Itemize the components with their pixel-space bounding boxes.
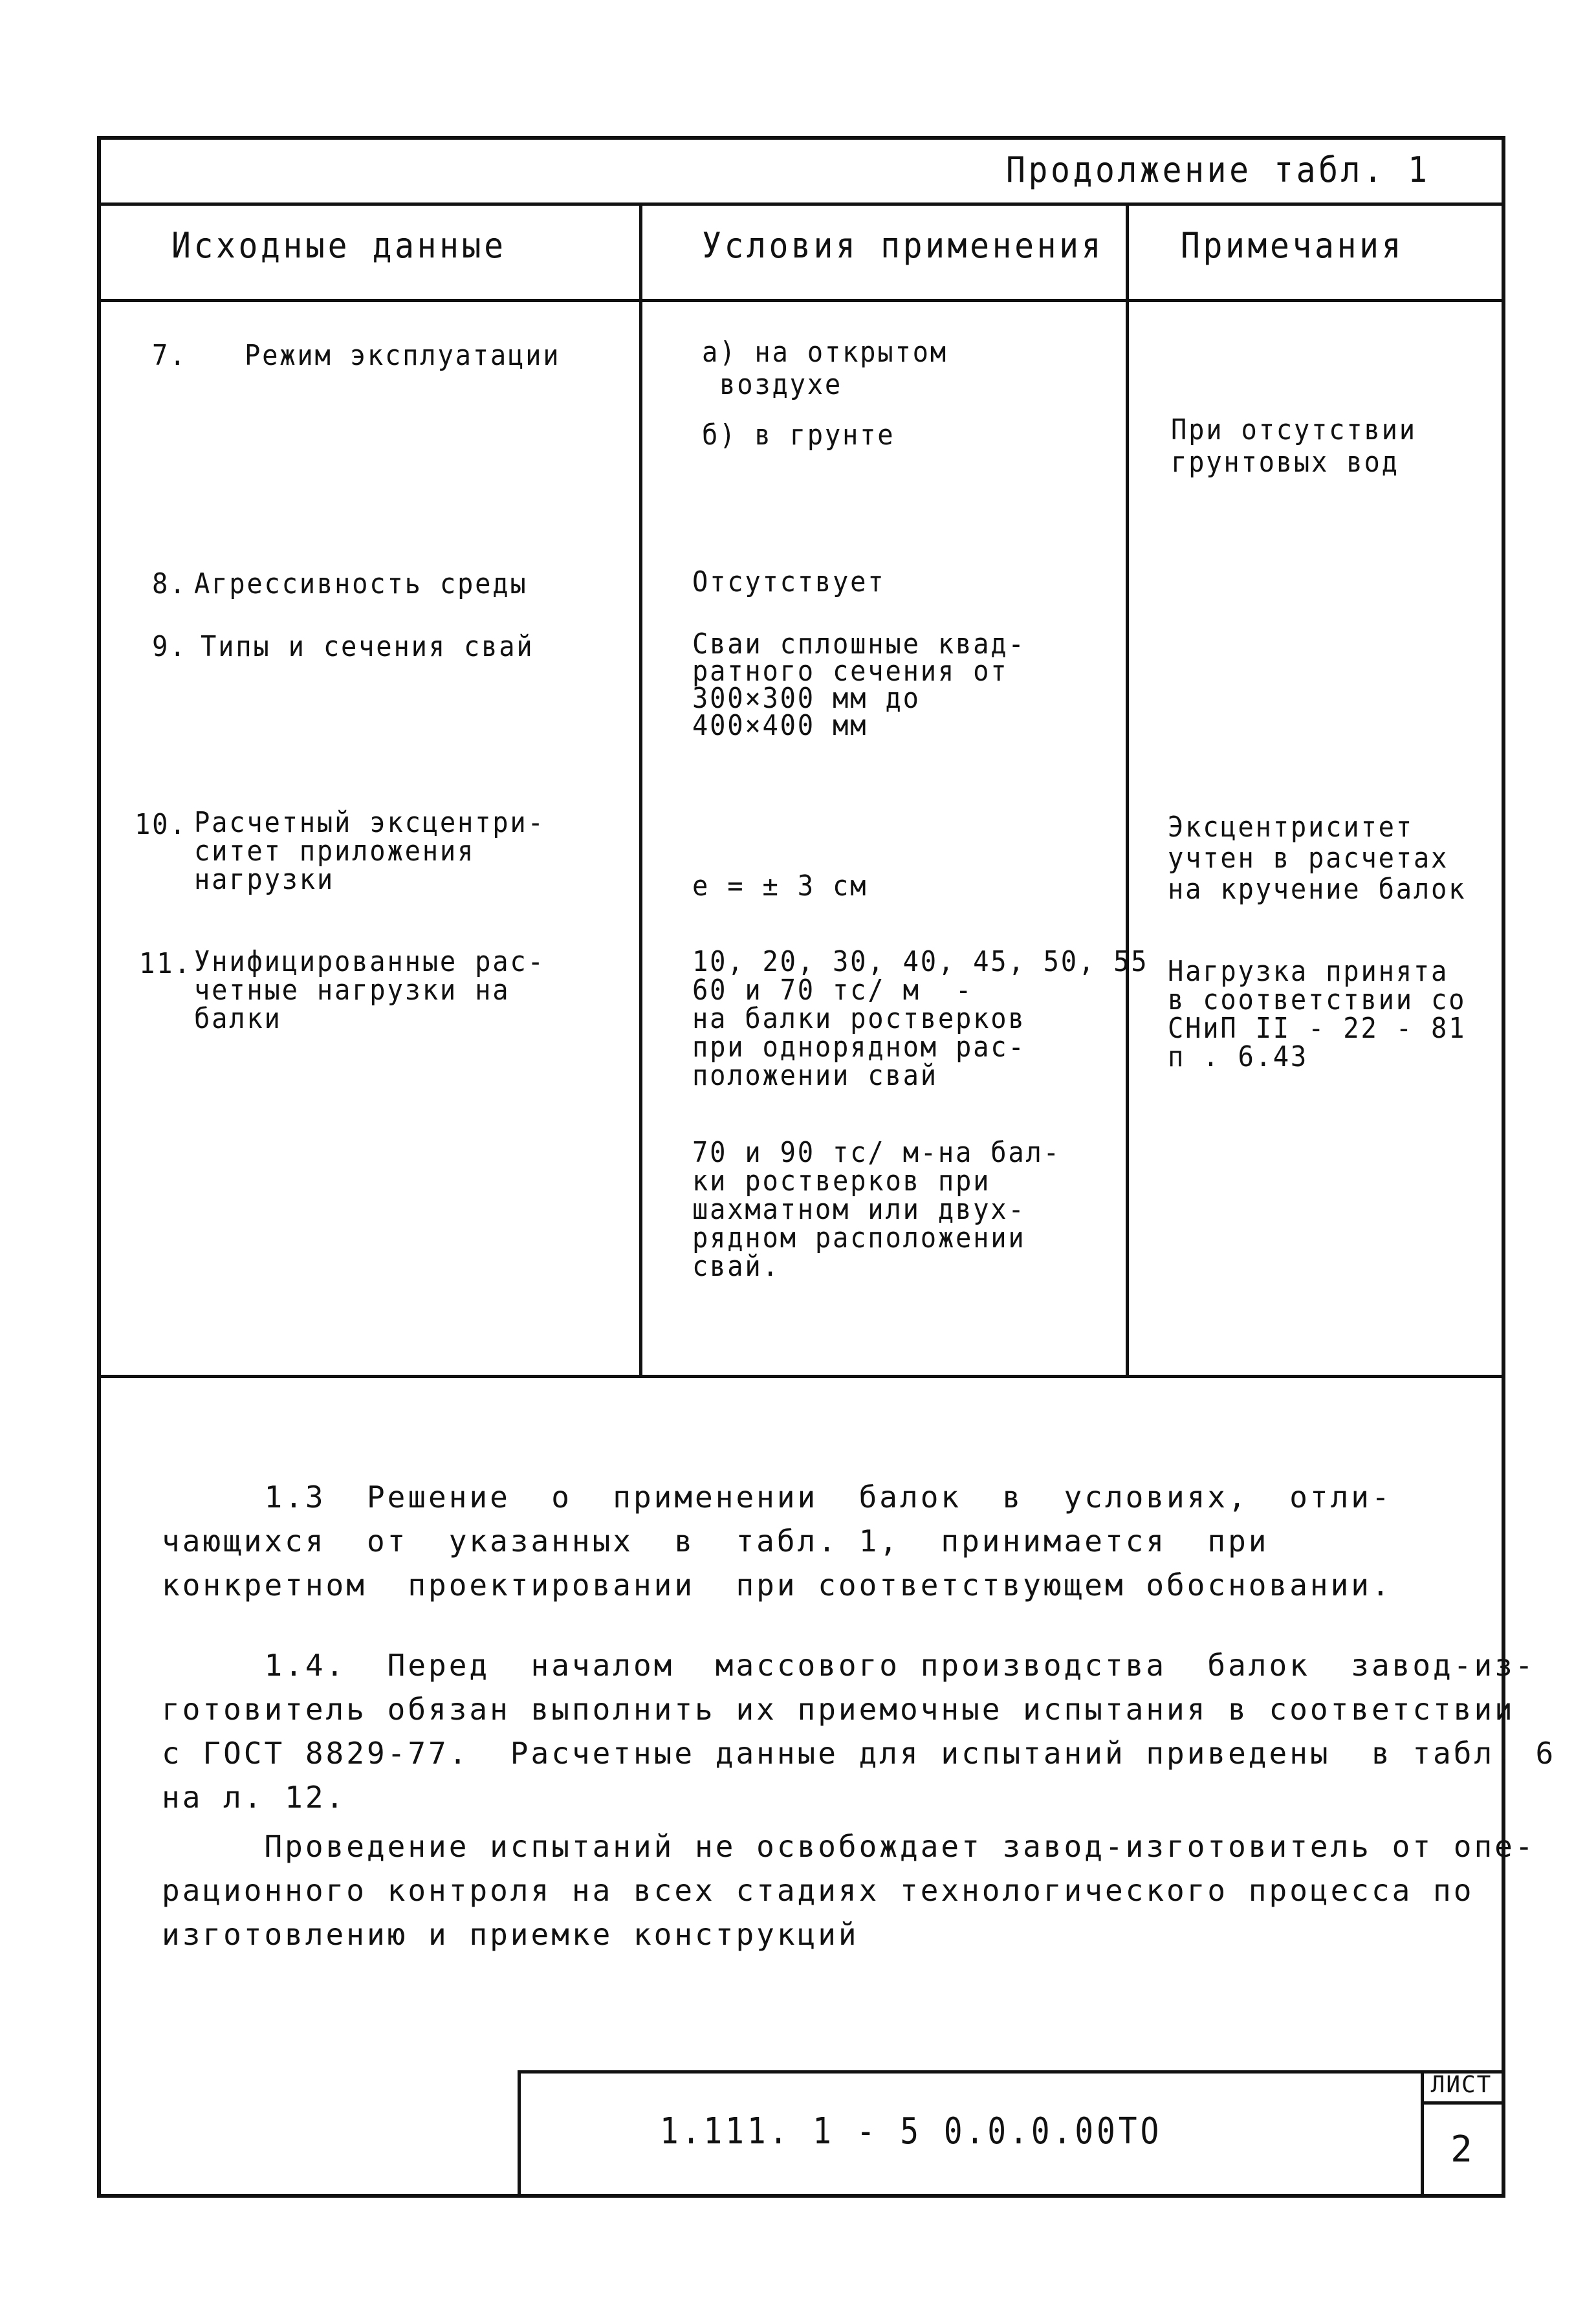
table-line-bottom	[97, 1375, 1505, 1378]
row-10-note: Эксцентриситет учтен в расчетах на кручение балок	[1168, 811, 1467, 906]
sheet-label: ЛИСТ	[1430, 2072, 1492, 2098]
row-9-label: Типы и сечения свай	[201, 630, 534, 663]
row-10-condition: e = ± 3 см	[692, 870, 868, 903]
table-col-divider-1	[639, 202, 642, 1377]
column-header-notes: Примечания	[1181, 225, 1405, 266]
row-10-label: Расчетный эксцентри- ситет приложения нагрузки	[194, 806, 545, 896]
paragraph-1-3: 1.3 Решение о применении балок в условиях, отли- чающихся от указанных в табл. 1, принимается при конкретном проектировании при соответствующем обосновании.	[162, 1480, 1392, 1603]
column-header-input-data: Исходные данные	[171, 225, 507, 266]
row-11-note: Нагрузка принята в соответствии со СНиП II - 22 - 81 п . 6.43	[1168, 955, 1467, 1073]
title-block-sheet-label-line	[1421, 2101, 1505, 2105]
table-continuation-title: Продолжение табл. 1	[1006, 149, 1430, 190]
column-header-conditions: Условия применения	[702, 225, 1104, 266]
row-7-number: 7.	[152, 339, 188, 372]
row-9-number: 9.	[152, 630, 188, 663]
row-7-condition-a: а) на открытом воздухе	[702, 336, 948, 401]
row-11-label: Унифицированные рас- четные нагрузки на балки	[194, 945, 545, 1035]
row-7-condition-b: б) в грунте	[702, 419, 895, 452]
sheet-number: 2	[1450, 2128, 1472, 2171]
row-11-number: 11.	[139, 947, 192, 980]
row-8-label: Агрессивность среды	[194, 567, 528, 600]
row-8-condition: Отсутствует	[692, 565, 886, 598]
row-7-note: При отсутствии грунтовых вод	[1171, 413, 1417, 479]
paragraph-1-4: 1.4. Перед началом массового производства балок завод-из- готовитель обязан выполнить их приемочные испытания в соответствии с ГОСТ 8829-77. Расчетные данные для испытаний приведены в табл. 6 на л. 12.	[162, 1648, 1557, 1815]
row-10-number: 10.	[135, 808, 188, 841]
row-9-condition: Сваи сплошные квад- ратного сечения от 300×300 мм до 400×400 мм	[692, 628, 1026, 742]
paragraph-testing: Проведение испытаний не освобождает завод-изготовитель от опе- рационного контроля на всех стадиях технологического процесса по изготовлению и приемке конструкций	[162, 1829, 1536, 1952]
row-11-condition-a: 10, 20, 30, 40, 45, 50, 55 60 и 70 тс/ м - на балки ростверков при однорядном рас- положении свай	[692, 945, 1149, 1092]
table-line-under-header	[97, 299, 1505, 302]
row-11-condition-b: 70 и 90 тс/ м-на бал- ки ростверков при шахматном или двух- рядном расположении свай.	[692, 1136, 1061, 1283]
table-line-top-header	[97, 202, 1505, 206]
row-7-label: Режим эксплуатации	[245, 339, 561, 372]
table-col-divider-2	[1126, 202, 1129, 1377]
document-code: 1.111. 1 - 5 0.0.0.00ТО	[660, 2110, 1163, 2152]
row-8-number: 8.	[152, 567, 188, 600]
